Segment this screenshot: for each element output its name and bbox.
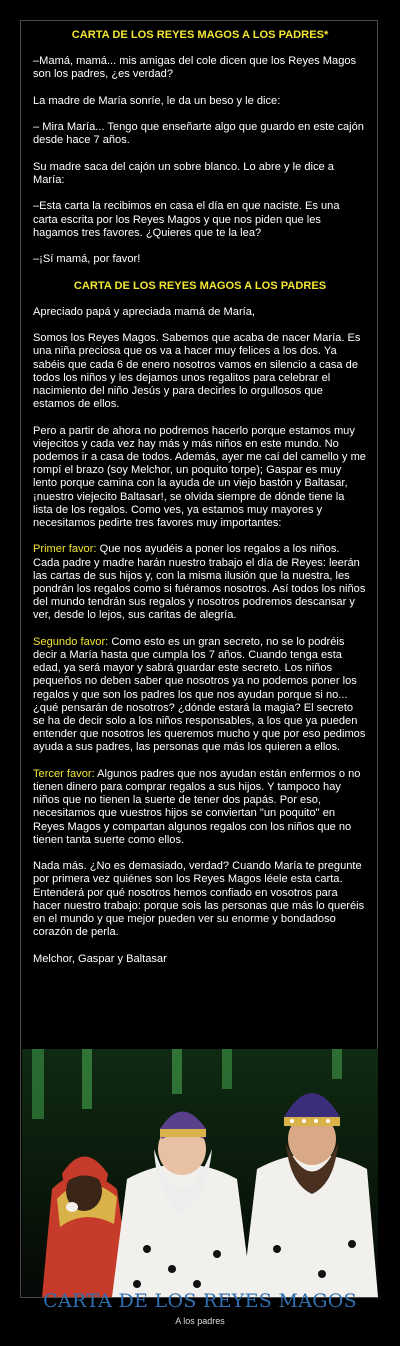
second-favor-text: Como esto es un gran secreto, no se lo podréis decir a María hasta que cumpla los 7 años. Cuando tenga esta edad, ya será mayor y sabrá guardar este secreto. Los niños pequeños no deben saber que nosotros ya no podemos poner los regalos y que son los padres los que nos ayudan porque si no... ¿qué pensarán de nosotros? ¿dónde estará la magia? El secreto se ha de decir solo a los niños responsables, a los que ya pueden entender que nosotros les queremos mucho y que por eso pedimos ayuda a sus padres, las personas que más los quieren a ellos. [33, 635, 366, 754]
second-favor-paragraph [33, 636, 367, 755]
signature: Melchor, Gaspar y Baltasar [33, 952, 167, 965]
first-favor-paragraph [33, 543, 367, 622]
kings-illustration [22, 1049, 378, 1297]
caption-title: CARTA DE LOS REYES MAGOS [43, 1290, 357, 1312]
paragraph: – Mira María... Tengo que enseñarte algo que guardo en este cajón desde hace 7 años. [33, 121, 364, 147]
paragraph: La madre de María sonríe, le da un beso y le dice: [33, 94, 281, 107]
paragraph: Apreciado papá y apreciada mamá de María, [33, 305, 255, 318]
inner-letter-title: CARTA DE LOS REYES MAGOS A LOS PADRES [73, 279, 327, 292]
light-column [172, 1049, 182, 1094]
poster-frame [20, 20, 378, 1298]
third-favor-label: Tercer favor: [33, 767, 95, 780]
caption-subtitle: A los padres [175, 1316, 225, 1326]
paragraph: –¡Sí mamá, por favor! [33, 253, 141, 266]
paragraph: Nada más. ¿No es demasiado, verdad? Cuando María te pregunte por primera vez quiénes son los Reyes Magos léele esta carta. Entenderá por qué nosotros hemos confiado en vosotros para hacer nuestro trabajo: porque sois las personas que más lo queréis en el mundo y que mejor pueden ver su enorme y bondadoso corazón de perla. [33, 860, 365, 939]
first-favor-label: Primer favor: [33, 543, 97, 556]
three-kings-photo [22, 1049, 378, 1297]
second-favor-label: Segundo favor: [33, 635, 109, 648]
paragraph: Pero a partir de ahora no podremos hacerlo porque estamos muy viejecitos y cada vez hay más y más niños en este mundo. No podemos ir a casa de todos. Además, ayer me caí del camello y me rompí el brazo (soy Melchor, un poquito torpe); Gaspar es muy lento porque camina con la ayuda de un viejo bastón y Baltasar, ¡nuestro viejecito Baltasar!, se olvida siempre de dónde tiene la lista de los regalos. Como ves, ya estamos muy mayores y necesitamos pedirte tres favores muy importantes: [33, 424, 366, 529]
paragraph: Su madre saca del cajón un sobre blanco. Lo abre y le dice a María: [33, 160, 334, 186]
third-favor-text: Algunos padres que nos ayudan están enfermos o no tienen dinero para comprar regalos a sus hijos. Y tampoco hay niños que no tienen la suerte de tener dos papás. Por eso, necesitamos que vuestros hijos se conviertan "un poquito" en Reyes Magos y compartan algunos regalos con los niños que no tienen tanta suerte como ellos. [33, 767, 361, 846]
light-column [82, 1049, 92, 1109]
paragraph: –Mamá, mamá... mis amigas del cole dicen que los Reyes Magos son los padres, ¿es verdad? [33, 55, 357, 81]
poster-caption [0, 1290, 400, 1326]
light-column [32, 1049, 44, 1119]
light-column [222, 1049, 232, 1089]
letter-card [21, 21, 379, 1047]
paragraph: –Esta carta la recibimos en casa el día en que naciste. Es una carta escrita por los Reyes Magos y que nos piden que les hagamos tres favores. ¿Quieres que te la lea? [33, 200, 340, 239]
letter-title: CARTA DE LOS REYES MAGOS A LOS PADRES* [71, 29, 329, 41]
paragraph: Somos los Reyes Magos. Sabemos que acaba de nacer María. Es una niña preciosa que os va a hacer muy felices a los dos. Ya sabéis que cada 6 de enero nosotros vamos en silencio a casa de todos los niños y les dejamos unos regalitos para celebrar el nacimiento del niño Jesús y para decirles lo orgullosos que estamos de ellos. [33, 332, 361, 411]
light-column [332, 1049, 342, 1079]
first-favor-text: Que nos ayudéis a poner los regalos a los niños. Cada padre y madre harán nuestro trabajo el día de Reyes: leerán las cartas de sus hijos y, con la misma ilusión que la nuestra, les pondrán los regalos como si fuéramos nosotros. Así todos los niños del mundo tendrán sus regalos y nosotros podremos descansar y ver, desde lo lejos, sus caritas de alegría. [33, 543, 366, 622]
third-favor-paragraph [33, 768, 367, 847]
